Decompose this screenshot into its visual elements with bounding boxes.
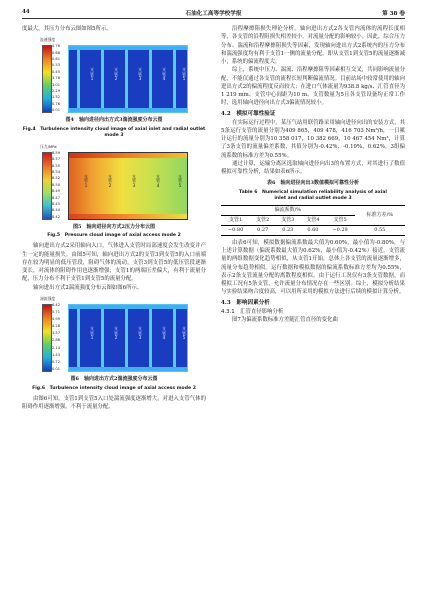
figure-caption-en: Fig.5 Pressure cloud image of axial access mode 2 <box>47 233 181 239</box>
branch-label: 支管4 <box>156 173 160 189</box>
contour-field <box>68 304 188 372</box>
table-caption-en: Table 6 Numerical simulation reliability analysis of axial <box>239 189 387 195</box>
table-caption: 表6 轴向进径向出3数值模拟可靠性分析 <box>267 180 359 187</box>
data-table <box>221 205 405 236</box>
paragraph: 由表6可知，模拟数据偏流系数最大值为0.60%，最小值为-0.80%，与上述计算数据（偏流系数最大值为0.62%，最小值为-0.42%）接近。支管流量的两组数据变化趋势相似，从支管1开始，总体上各支管的流量逐渐增多，流量分布趋势相似。运行数据和模拟数据的偏流系数标准方差均为0.55%，表示2条支管流量分配的离散程度相似。由于运行工况仅有3条支管数据，而模拟工况有5条支管，允许流量分布情况存在一些区别。综上，模拟分析结果与实验结果吻合度较高，可以用所采用的模拟方法进行后续的模拟计算分析。 <box>221 239 405 296</box>
colorbar <box>42 304 52 372</box>
table-row <box>221 225 405 235</box>
section-heading: 4.2 模拟可靠性验证 <box>221 110 276 117</box>
branch-label: 支管4 <box>162 67 166 82</box>
tick: 3.01 <box>52 82 61 87</box>
figure-caption-en: Fig.6 Turbulence intensity cloud image of axial access mode 2 <box>32 385 196 391</box>
tick: 8.59 <box>52 150 61 155</box>
branch-label: 支管4 <box>162 325 166 341</box>
left-column <box>22 25 206 411</box>
table-cell: 0.27 <box>250 225 275 235</box>
branch-label: 支管1 <box>84 173 88 189</box>
branch-label: 支管2 <box>108 173 112 189</box>
journal-name: 石油化工高等学校学报 <box>185 11 242 17</box>
tick: 2.29 <box>52 88 61 93</box>
branch-label: 支管2 <box>114 325 118 341</box>
tick: 0.61 <box>52 57 61 62</box>
paragraph: 轴向进出方式2湍流强度分布云图如图6所示。 <box>33 284 143 291</box>
table-header: 支管2 <box>250 215 275 225</box>
paragraph: 图7为偏流系数标准方差随汇管直径的变化曲 <box>232 316 338 323</box>
figure-caption: 图5 轴向进径向方式2压力分布云图 <box>73 223 155 230</box>
figure-caption: 图6 轴向进出方式2湍流强度分布云图 <box>70 375 158 382</box>
paragraph: 轴向进出方式2采用轴向入口，气体进入支管时局部速度会发生改变并产生一定的能量损失。由图5可知，轴向进出方式2的支管3到支管5的入口前端存在较为明显的低压管段，阻碍气体的流动，支管3到支管5的低压管段逐渐变长，对流体的阻碍作用也逐渐增强；支管1的两端压差偏大，有利于流量分配，压力分布不利于支管1到支管5的流量分配。 <box>22 243 206 283</box>
colorbar-label: 流速强度 <box>40 37 56 43</box>
table-header: 支管5 <box>325 215 354 225</box>
page-header <box>22 6 405 19</box>
branch-label: 支管3 <box>138 67 142 82</box>
page-number: 44 <box>22 9 30 15</box>
table-header: 支管4 <box>300 215 325 225</box>
table-caption-en: inlet and radial outlet mode 3 <box>274 195 352 201</box>
tick: 0.76 <box>52 44 61 49</box>
figure-caption-en: Fig.4 Turbulence intensity cloud image of axial inlet and radial outlet mode 3 <box>22 126 206 138</box>
tick: 8.50 <box>52 182 61 187</box>
table-cell: 0.55 <box>355 225 405 235</box>
tick: 3.57 <box>52 331 61 336</box>
tick: 8.44 <box>52 208 61 213</box>
tick: 8.42 <box>52 214 61 219</box>
tick: 4.99 <box>52 317 61 322</box>
tick: 8.57 <box>52 157 61 162</box>
subsection-heading: 4.3.1 汇管直径影响分析 <box>221 308 284 315</box>
table-header: 支管3 <box>275 215 300 225</box>
table-header: 标准方差/% <box>355 205 405 225</box>
tick: 0.72 <box>52 359 61 364</box>
figure-6 <box>38 294 190 374</box>
figure-5 <box>38 142 190 222</box>
colorbar-ticks <box>52 303 66 371</box>
paragraph: 由图6可知，支管1到支管5入口处湍流强度逐渐增大，对进入支管气体的阻碍作用逐渐增强，不利于流量分配。 <box>22 395 206 410</box>
branch-label: 支管5 <box>182 67 186 82</box>
colorbar-label: 湍流强度 <box>40 295 56 301</box>
tick: 0.01 <box>52 366 61 371</box>
tick: 0.53 <box>52 63 61 68</box>
tick: 2.14 <box>52 345 61 350</box>
colorbar-ticks <box>52 151 66 219</box>
tick: 1.43 <box>52 352 61 357</box>
table-cell: 0.60 <box>300 225 325 235</box>
branch-label: 支管2 <box>114 67 118 82</box>
branch-label: 支管5 <box>178 173 182 189</box>
right-column <box>221 25 405 324</box>
contour-field <box>68 152 188 220</box>
colorbar <box>42 45 52 113</box>
paragraph: 通过计算，运输分离区选取轴向进径向出3的布置方式，对其进行了数值模拟可靠性分析，结果如表6所示。 <box>221 160 405 175</box>
branch-label: 支管5 <box>182 325 186 341</box>
figure-caption: 图4 轴向进径向出方式3湍流强度分布云图 <box>65 117 163 124</box>
colorbar-ticks <box>52 44 66 112</box>
tick: 5.71 <box>52 310 61 315</box>
table-cell: 0.23 <box>275 225 300 235</box>
colorbar <box>42 152 52 220</box>
tick: 8.49 <box>52 189 61 194</box>
tick: 6.42 <box>52 302 61 307</box>
tick: 8.54 <box>52 170 61 175</box>
tick: 3.76 <box>52 76 61 81</box>
paragraph: 在实际运行过程中，某压气站用联管路采用轴向进径向出的安装方式，其5条运行支管的流量分别为409 865，409 478，416 703 Nm³/h，一日累计运行的流量分别为10 358 017，10 382 669，10 467 454 Nm³，计算了3条支管的流量偏差系数，其值分别为-0.42%、-0.19%、0.62%，3组偏流系数的标准方差为0.55%。 <box>221 119 405 159</box>
table-header: 支管1 <box>221 215 250 225</box>
contour-field <box>68 45 188 113</box>
volume-label: 第 38 卷 <box>382 11 405 17</box>
tick: 1.52 <box>52 95 61 100</box>
figure-4 <box>38 35 190 115</box>
paragraph: 综上，系统中压力、湍流、沿程摩擦阻等因素相互交叉，共同影响流量分配，不能仅通过各支管的流程长短判断偏流情况。目前站场中较常使用的轴向进出方式2的偏流程度反而较大；在进口气体流量为938.8 kg/s、汇管直径为1 219 mm、支管中心间距为10 m、支管数量为5且各支管设备均正常工作时，选用轴向进径向出方式3偏流情况较小。 <box>221 67 405 107</box>
paragraph: 沿程摩擦阻损失理论分析。轴向进出方式2各支管内流体的流程长度相等，各支管的沿程阻损失相差较小，对流量分配的影响较小。因此，综合压力分布、湍流和沿程摩擦阻损失等因素，发现轴向进出方式2系统内的压力分布和湍流强度均有利于支管1一侧的流量分配，即从支管1到支管5的流量逐渐减小，系统的偏流程度大。 <box>221 26 405 65</box>
branch-label: 支管1 <box>90 67 94 82</box>
tick: 8.55 <box>52 163 61 168</box>
table-cell: −0.80 <box>221 225 250 235</box>
tick: 8.45 <box>52 201 61 206</box>
tick: 0.76 <box>52 101 61 106</box>
section-heading: 4.3 影响因素分析 <box>221 299 270 306</box>
tick: 0.68 <box>52 50 61 55</box>
branch-label: 支管3 <box>138 325 142 341</box>
table-cell: −0.29 <box>325 225 354 235</box>
tick: 0.01 <box>52 108 61 113</box>
paragraph: 度最大，其压力分布云图如图5所示。 <box>22 26 112 32</box>
tick: 8.52 <box>52 176 61 181</box>
tick: 0.45 <box>52 69 61 74</box>
branch-label: 支管3 <box>132 173 136 189</box>
tick: 8.47 <box>52 195 61 200</box>
tick: 4.28 <box>52 324 61 329</box>
colorbar-label: 压力/MPa <box>40 143 57 149</box>
branch-label: 支管1 <box>90 325 94 341</box>
tick: 2.86 <box>52 338 61 343</box>
table-group-header: 偏流系数/% <box>221 205 355 215</box>
